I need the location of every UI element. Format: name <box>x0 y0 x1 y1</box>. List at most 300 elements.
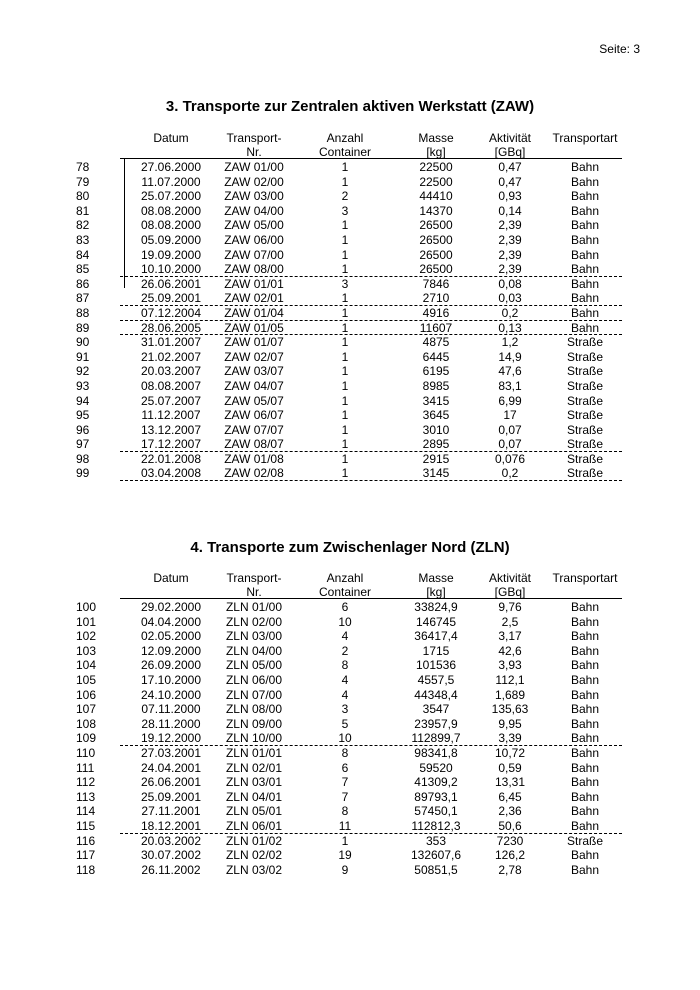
header-aktivitaet: Aktivität [GBq] <box>488 131 531 159</box>
cell-art: Bahn <box>570 760 600 775</box>
cell-anz: 1 <box>341 305 349 320</box>
cell-masse: 2710 <box>422 291 450 306</box>
cell-n: 83 <box>76 232 90 247</box>
cell-anz: 1 <box>341 174 349 189</box>
cell-masse: 6445 <box>422 349 450 364</box>
cell-nr: ZAW 07/00 <box>224 247 284 262</box>
section4-table <box>0 600 700 877</box>
cell-anz: 6 <box>341 760 349 775</box>
cell-akt: 3,17 <box>498 629 522 644</box>
cell-akt: 2,5 <box>501 614 519 629</box>
cell-akt: 126,2 <box>494 848 526 863</box>
cell-art: Bahn <box>570 203 600 218</box>
cell-n: 104 <box>76 658 97 673</box>
cell-n: 113 <box>76 789 96 804</box>
cell-akt: 0,47 <box>498 174 522 189</box>
cell-akt: 0,07 <box>498 422 522 437</box>
cell-masse: 26500 <box>419 247 453 262</box>
cell-n: 105 <box>76 672 97 687</box>
cell-n: 114 <box>76 804 96 819</box>
cell-art: Straße <box>566 378 603 393</box>
table-row <box>0 160 700 175</box>
cell-masse: 23957,9 <box>414 716 458 731</box>
cell-n: 81 <box>76 203 90 218</box>
cell-n: 112 <box>76 775 96 790</box>
cell-akt: 0,076 <box>494 451 526 466</box>
cell-anz: 11 <box>338 818 352 833</box>
cell-akt: 42,6 <box>498 643 522 658</box>
table-row <box>0 673 700 688</box>
cell-n: 96 <box>76 422 90 437</box>
cell-art: Bahn <box>570 600 600 614</box>
table-row <box>0 746 700 761</box>
cell-n: 85 <box>76 262 90 277</box>
cell-anz: 3 <box>341 702 349 717</box>
table-row <box>0 775 700 790</box>
cell-n: 97 <box>76 437 90 452</box>
cell-masse: 7846 <box>422 276 450 291</box>
cell-art: Straße <box>566 466 603 481</box>
cell-n: 116 <box>76 833 96 848</box>
cell-n: 98 <box>76 451 90 466</box>
table-row <box>0 437 700 452</box>
cell-date: 26.06.2001 <box>140 276 202 291</box>
header-masse: Masse [kg] <box>418 131 454 159</box>
cell-art: Bahn <box>570 789 600 804</box>
cell-n: 110 <box>76 745 96 760</box>
cell-n: 90 <box>76 335 90 350</box>
cell-anz: 6 <box>341 600 349 614</box>
cell-akt: 2,39 <box>498 218 522 233</box>
cell-art: Bahn <box>570 687 600 702</box>
header-underline <box>120 598 622 599</box>
cell-akt: 0,07 <box>498 437 522 452</box>
cell-date: 03.04.2008 <box>140 466 202 481</box>
header-anzahl: Anzahl Container <box>318 131 372 159</box>
cell-art: Straße <box>566 437 603 452</box>
cell-masse: 3415 <box>422 393 450 408</box>
cell-n: 101 <box>76 614 97 629</box>
cell-anz: 1 <box>341 364 349 379</box>
table-row <box>0 262 700 277</box>
cell-anz: 1 <box>341 232 349 247</box>
cell-masse: 8985 <box>422 378 450 393</box>
cell-nr: ZLN 06/01 <box>225 818 283 833</box>
cell-nr: ZLN 03/01 <box>225 775 283 790</box>
cell-akt: 1,2 <box>501 335 519 350</box>
cell-nr: ZLN 01/02 <box>225 833 283 848</box>
cell-nr: ZAW 02/07 <box>224 349 284 364</box>
cell-date: 17.10.2000 <box>140 672 202 687</box>
table-row <box>0 291 700 306</box>
cell-nr: ZAW 06/00 <box>224 232 284 247</box>
cell-anz: 1 <box>341 349 349 364</box>
cell-akt: 9,76 <box>498 600 522 614</box>
table-row <box>0 863 700 878</box>
cell-masse: 353 <box>425 833 447 848</box>
cell-nr: ZAW 01/01 <box>224 276 284 291</box>
cell-nr: ZLN 02/00 <box>225 614 283 629</box>
table-row <box>0 702 700 717</box>
header-datum: Datum <box>153 131 189 145</box>
cell-masse: 41309,2 <box>414 775 458 790</box>
cell-masse: 112812,3 <box>411 818 461 833</box>
table-row <box>0 848 700 863</box>
cell-akt: 0,13 <box>498 320 522 335</box>
cell-nr: ZLN 06/00 <box>225 672 283 687</box>
cell-anz: 1 <box>341 291 349 306</box>
cell-nr: ZLN 05/01 <box>225 804 283 819</box>
cell-art: Bahn <box>570 804 600 819</box>
cell-nr: ZAW 06/07 <box>224 408 284 423</box>
cell-art: Bahn <box>570 672 600 687</box>
cell-akt: 1,689 <box>494 687 526 702</box>
cell-anz: 7 <box>341 775 349 790</box>
cell-art: Bahn <box>570 775 600 790</box>
table-row <box>0 790 700 805</box>
cell-art: Bahn <box>570 262 600 277</box>
cell-akt: 13,31 <box>494 775 526 790</box>
cell-akt: 112,1 <box>495 672 525 687</box>
cell-anz: 8 <box>341 745 349 760</box>
table-row <box>0 834 700 849</box>
cell-anz: 19 <box>338 848 352 863</box>
cell-anz: 1 <box>341 393 349 408</box>
header-anzahl: Anzahl Container <box>318 571 372 599</box>
cell-date: 04.04.2000 <box>140 614 202 629</box>
cell-masse: 4875 <box>422 335 450 350</box>
cell-n: 111 <box>76 760 95 775</box>
cell-anz: 1 <box>341 408 349 423</box>
cell-nr: ZAW 01/05 <box>224 320 284 335</box>
cell-masse: 36417,4 <box>414 629 458 644</box>
cell-date: 28.11.2000 <box>141 716 201 731</box>
cell-masse: 26500 <box>419 232 453 247</box>
cell-masse: 57450,1 <box>414 804 458 819</box>
cell-nr: ZLN 02/01 <box>225 760 283 775</box>
cell-nr: ZLN 03/02 <box>225 862 283 877</box>
cell-anz: 1 <box>341 335 349 350</box>
header-transport: Transport- Nr. <box>226 571 282 599</box>
cell-masse: 4916 <box>422 305 450 320</box>
cell-akt: 17 <box>503 408 517 423</box>
cell-masse: 3645 <box>422 408 450 423</box>
cell-date: 25.07.2000 <box>140 189 202 204</box>
cell-nr: ZAW 02/08 <box>224 466 284 481</box>
cell-date: 31.01.2007 <box>140 335 202 350</box>
cell-art: Bahn <box>570 731 600 746</box>
cell-date: 27.03.2001 <box>140 745 202 760</box>
cell-date: 27.11.2001 <box>141 804 201 819</box>
cell-akt: 0,93 <box>498 189 522 204</box>
cell-art: Bahn <box>570 160 600 174</box>
cell-nr: ZLN 04/01 <box>225 789 283 804</box>
cell-art: Straße <box>566 364 603 379</box>
section4-title: 4. Transporte zum Zwischenlager Nord (ZLN) <box>190 539 510 556</box>
cell-art: Bahn <box>570 291 600 306</box>
cell-n: 106 <box>76 687 97 702</box>
cell-date: 07.12.2004 <box>140 305 202 320</box>
cell-date: 22.01.2008 <box>140 451 202 466</box>
cell-date: 11.12.2007 <box>141 408 201 423</box>
cell-masse: 1715 <box>422 643 450 658</box>
cell-date: 08.08.2000 <box>140 203 202 218</box>
cell-date: 30.07.2002 <box>140 848 202 863</box>
table-row <box>0 717 700 732</box>
cell-n: 117 <box>76 848 96 863</box>
cell-nr: ZAW 01/07 <box>224 335 284 350</box>
cell-art: Straße <box>566 349 603 364</box>
cell-akt: 0,2 <box>501 466 519 481</box>
cell-n: 118 <box>76 862 96 877</box>
cell-n: 109 <box>76 731 97 746</box>
cell-art: Straße <box>566 408 603 423</box>
table-row <box>0 658 700 673</box>
cell-art: Straße <box>566 393 603 408</box>
cell-n: 108 <box>76 716 97 731</box>
cell-date: 24.10.2000 <box>140 687 202 702</box>
page-number: Seite: 3 <box>599 42 640 56</box>
cell-date: 24.04.2001 <box>140 760 202 775</box>
cell-masse: 22500 <box>419 174 453 189</box>
cell-date: 05.09.2000 <box>140 232 202 247</box>
cell-n: 99 <box>76 466 90 481</box>
cell-nr: ZAW 03/07 <box>224 364 284 379</box>
cell-nr: ZLN 09/00 <box>225 716 283 731</box>
cell-art: Straße <box>566 422 603 437</box>
cell-masse: 4557,5 <box>417 672 455 687</box>
cell-akt: 10,72 <box>494 745 526 760</box>
cell-nr: ZLN 01/01 <box>225 745 283 760</box>
cell-masse: 101536 <box>415 658 457 673</box>
cell-date: 28.06.2005 <box>140 320 202 335</box>
cell-art: Bahn <box>570 232 600 247</box>
table-row <box>0 761 700 776</box>
cell-date: 17.12.2007 <box>140 437 202 452</box>
cell-anz: 1 <box>341 466 349 481</box>
table-row <box>0 819 700 834</box>
table-row <box>0 408 700 423</box>
cell-anz: 1 <box>341 262 349 277</box>
cell-akt: 0,47 <box>498 160 522 174</box>
header-datum: Datum <box>153 571 189 585</box>
section3-table <box>0 160 700 481</box>
cell-anz: 1 <box>341 247 349 262</box>
cell-akt: 2,36 <box>498 804 522 819</box>
cell-art: Bahn <box>570 614 600 629</box>
cell-akt: 0,03 <box>498 291 522 306</box>
cell-art: Bahn <box>570 629 600 644</box>
cell-date: 08.08.2007 <box>140 378 202 393</box>
cell-masse: 98341,8 <box>414 745 458 760</box>
cell-nr: ZAW 04/07 <box>224 378 284 393</box>
cell-masse: 11607 <box>419 320 453 335</box>
cell-n: 93 <box>76 378 90 393</box>
cell-akt: 2,39 <box>498 232 522 247</box>
cell-art: Bahn <box>570 189 600 204</box>
cell-akt: 0,08 <box>498 276 522 291</box>
cell-akt: 2,39 <box>498 247 522 262</box>
cell-akt: 6,99 <box>498 393 522 408</box>
cell-masse: 6195 <box>422 364 450 379</box>
cell-nr: ZAW 08/00 <box>224 262 284 277</box>
cell-art: Bahn <box>570 818 600 833</box>
cell-anz: 10 <box>338 614 352 629</box>
cell-date: 26.06.2001 <box>140 775 202 790</box>
cell-nr: ZLN 02/02 <box>225 848 283 863</box>
table-row <box>0 731 700 746</box>
cell-akt: 14,9 <box>498 349 522 364</box>
cell-n: 95 <box>76 408 90 423</box>
cell-anz: 10 <box>338 731 352 746</box>
table-row <box>0 218 700 233</box>
cell-masse: 132607,6 <box>410 848 462 863</box>
cell-anz: 1 <box>341 160 349 174</box>
cell-nr: ZLN 03/00 <box>225 629 283 644</box>
cell-anz: 8 <box>341 658 349 673</box>
cell-anz: 1 <box>341 437 349 452</box>
table-row <box>0 615 700 630</box>
cell-akt: 7230 <box>496 833 524 848</box>
cell-akt: 135,63 <box>491 702 529 717</box>
cell-art: Bahn <box>570 658 600 673</box>
cell-akt: 9,95 <box>498 716 522 731</box>
cell-n: 82 <box>76 218 90 233</box>
cell-art: Bahn <box>570 276 600 291</box>
cell-nr: ZAW 03/00 <box>224 189 284 204</box>
cell-masse: 26500 <box>419 262 453 277</box>
cell-masse: 146745 <box>415 614 457 629</box>
cell-masse: 44410 <box>419 189 453 204</box>
cell-date: 26.09.2000 <box>140 658 202 673</box>
cell-masse: 2915 <box>422 451 450 466</box>
table-row <box>0 804 700 819</box>
cell-masse: 89793,1 <box>414 789 458 804</box>
cell-date: 10.10.2000 <box>140 262 202 277</box>
cell-masse: 2895 <box>422 437 450 452</box>
table-row <box>0 394 700 409</box>
header-transportart: Transportart <box>552 131 618 145</box>
cell-anz: 4 <box>341 687 349 702</box>
cell-n: 94 <box>76 393 90 408</box>
table-row <box>0 306 700 321</box>
cell-masse: 59520 <box>419 760 453 775</box>
cell-date: 27.06.2000 <box>140 160 202 174</box>
cell-nr: ZAW 07/07 <box>224 422 284 437</box>
table-row <box>0 364 700 379</box>
cell-anz: 9 <box>341 862 349 877</box>
cell-nr: ZLN 05/00 <box>225 658 283 673</box>
cell-akt: 83,1 <box>498 378 522 393</box>
cell-akt: 47,6 <box>498 364 522 379</box>
cell-nr: ZAW 08/07 <box>224 437 284 452</box>
table-row <box>0 321 700 336</box>
table-row <box>0 644 700 659</box>
cell-anz: 1 <box>341 320 349 335</box>
cell-art: Bahn <box>570 174 600 189</box>
cell-art: Bahn <box>570 848 600 863</box>
cell-n: 86 <box>76 276 90 291</box>
cell-anz: 1 <box>341 833 349 848</box>
cell-nr: ZAW 04/00 <box>224 203 284 218</box>
cell-art: Bahn <box>570 305 600 320</box>
cell-anz: 3 <box>341 203 349 218</box>
cell-date: 18.12.2001 <box>140 818 202 833</box>
cell-masse: 3010 <box>422 422 450 437</box>
cell-art: Bahn <box>570 247 600 262</box>
table-row <box>0 335 700 350</box>
cell-n: 92 <box>76 364 90 379</box>
cell-anz: 1 <box>341 422 349 437</box>
cell-akt: 0,59 <box>498 760 522 775</box>
cell-nr: ZAW 05/00 <box>224 218 284 233</box>
table-row <box>0 204 700 219</box>
header-aktivitaet: Aktivität [GBq] <box>488 571 531 599</box>
cell-date: 21.02.2007 <box>140 349 202 364</box>
cell-n: 89 <box>76 320 90 335</box>
cell-art: Bahn <box>570 745 600 760</box>
cell-date: 20.03.2007 <box>140 364 202 379</box>
cell-date: 26.11.2002 <box>141 862 201 877</box>
cell-anz: 7 <box>341 789 349 804</box>
cell-n: 88 <box>76 305 90 320</box>
table-row <box>0 277 700 292</box>
cell-akt: 3,93 <box>498 658 522 673</box>
table-row <box>0 600 700 615</box>
header-transport: Transport- Nr. <box>226 131 282 159</box>
cell-art: Bahn <box>570 218 600 233</box>
cell-anz: 4 <box>341 672 349 687</box>
cell-nr: ZAW 01/04 <box>224 305 284 320</box>
header-masse: Masse [kg] <box>418 571 454 599</box>
cell-nr: ZAW 01/00 <box>224 160 284 174</box>
cell-nr: ZAW 02/00 <box>224 174 284 189</box>
cell-n: 107 <box>76 702 97 717</box>
table-row <box>0 175 700 190</box>
table-row <box>0 452 700 467</box>
table-row <box>0 248 700 263</box>
cell-anz: 2 <box>341 643 349 658</box>
cell-n: 100 <box>76 600 97 614</box>
cell-art: Straße <box>566 451 603 466</box>
cell-date: 12.09.2000 <box>140 643 202 658</box>
cell-akt: 0,2 <box>501 305 519 320</box>
cell-n: 80 <box>76 189 90 204</box>
cell-n: 84 <box>76 247 90 262</box>
table-row <box>0 423 700 438</box>
cell-nr: ZLN 08/00 <box>225 702 283 717</box>
header-transportart: Transportart <box>552 571 618 585</box>
cell-date: 25.09.2001 <box>140 789 202 804</box>
cell-masse: 14370 <box>419 203 453 218</box>
cell-art: Bahn <box>570 320 600 335</box>
cell-art: Bahn <box>570 862 600 877</box>
cell-akt: 3,39 <box>498 731 522 746</box>
cell-anz: 1 <box>341 451 349 466</box>
cell-anz: 3 <box>341 276 349 291</box>
cell-n: 78 <box>76 160 90 174</box>
cell-n: 79 <box>76 174 90 189</box>
cell-n: 115 <box>76 818 96 833</box>
cell-anz: 2 <box>341 189 349 204</box>
cell-akt: 2,78 <box>498 862 522 877</box>
cell-art: Bahn <box>570 716 600 731</box>
cell-akt: 50,6 <box>498 818 522 833</box>
cell-art: Bahn <box>570 643 600 658</box>
cell-anz: 4 <box>341 629 349 644</box>
table-row <box>0 688 700 703</box>
cell-akt: 6,45 <box>498 789 522 804</box>
